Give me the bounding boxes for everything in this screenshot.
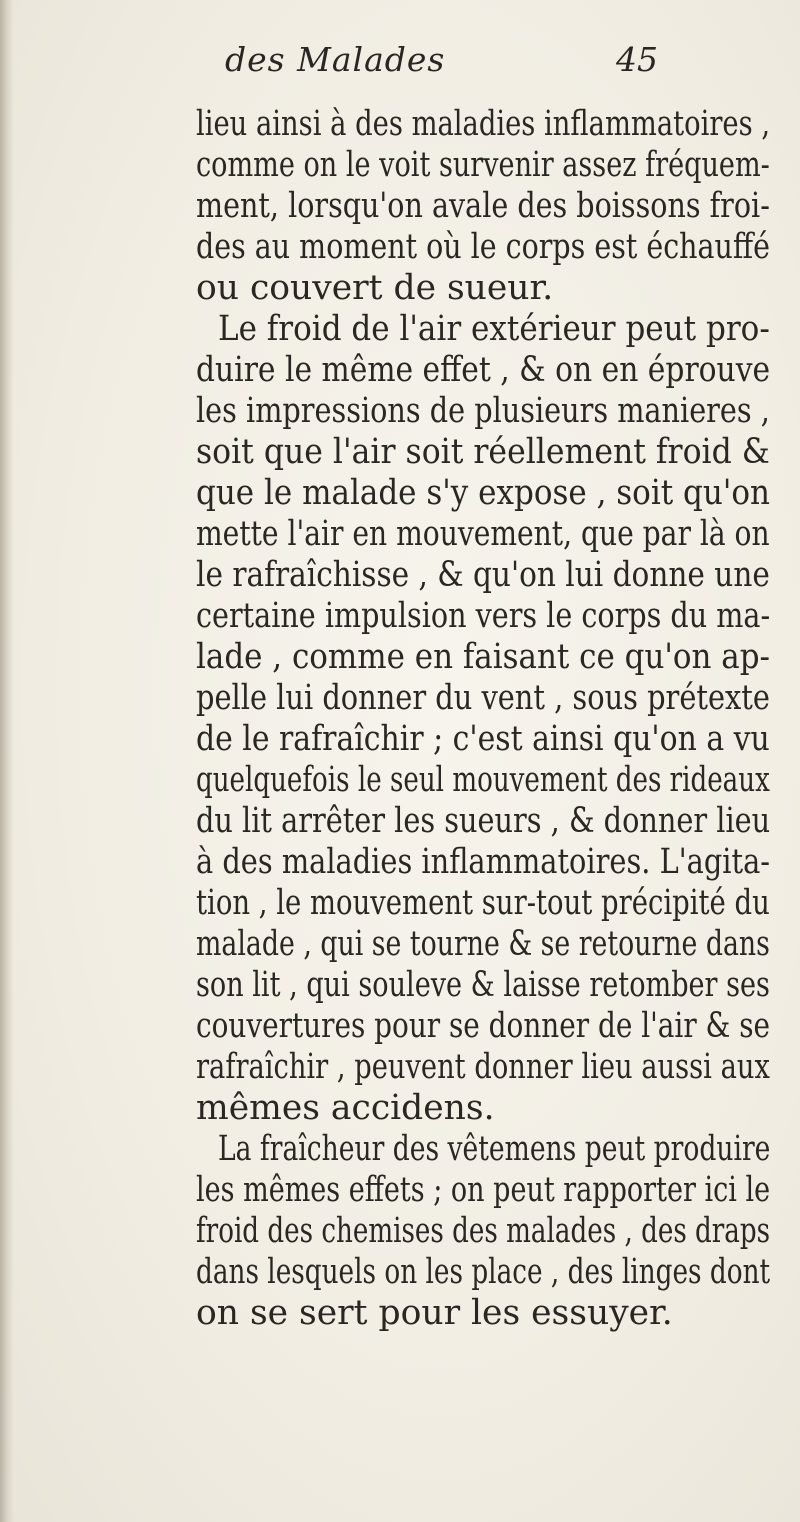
text-line: duire le même effet , & on en éprouve [196, 350, 771, 390]
text-line: dans lesquels on les place , des linges dont [196, 1252, 771, 1292]
text-line: malade , qui se tourne & se retourne dans [196, 924, 770, 964]
text-line: du lit arrêter les sueurs , & donner lieu [196, 801, 771, 841]
text-line: tion , le mouvement sur-tout précipité du [196, 883, 770, 923]
text-line: de le rafraîchir ; c'est ainsi qu'on a vu [196, 719, 770, 759]
text-line: pelle lui donner du vent , sous prétexte [196, 678, 770, 718]
text-line: lieu ainsi à des maladies inflammatoires , [196, 104, 771, 144]
text-line: quelquefois le seul mouvement des rideaux [196, 760, 770, 800]
text-line: rafraîchir , peuvent donner lieu aussi aux [196, 1047, 770, 1087]
text-line: ment, lorsqu'on avale des boissons froi- [196, 186, 770, 226]
text-line: comme on le voit survenir assez fréquem- [196, 145, 770, 185]
running-title: des Malades [225, 40, 446, 79]
text-line: certaine impulsion vers le corps du ma- [196, 596, 771, 636]
text-line: que le malade s'y expose , soit qu'on [196, 473, 770, 513]
text-line: les impressions de plusieurs manieres , [196, 391, 770, 431]
text-line: froid des chemises des malades , des draps [196, 1211, 771, 1251]
text-line: couvertures pour se donner de l'air & se [196, 1006, 771, 1046]
text-line: ou couvert de sueur. [196, 268, 554, 308]
text-line: soit que l'air soit réellement froid & [196, 432, 770, 472]
text-line: on se sert pour les essuyer. [196, 1293, 673, 1333]
page-binding-edge [0, 0, 14, 1522]
text-line: Le froid de l'air extérieur peut pro- [218, 309, 770, 349]
text-line: La fraîcheur des vêtemens peut produire [218, 1129, 771, 1169]
text-line: lade , comme en faisant ce qu'on ap- [196, 637, 770, 677]
text-line: des au moment où le corps est échauffé [196, 227, 770, 267]
text-line: mêmes accidens. [196, 1088, 495, 1128]
text-line: mette l'air en mouvement, que par là on [196, 514, 770, 554]
page-header [0, 40, 800, 90]
text-line: à des maladies inflammatoires. L'agita- [196, 842, 771, 882]
text-line: son lit , qui souleve & laisse retomber ses [196, 965, 770, 1005]
text-line: les mêmes effets ; on peut rapporter ici le [196, 1170, 771, 1210]
page-number: 45 [616, 40, 658, 79]
text-line: le rafraîchisse , & qu'on lui donne une [196, 555, 770, 595]
